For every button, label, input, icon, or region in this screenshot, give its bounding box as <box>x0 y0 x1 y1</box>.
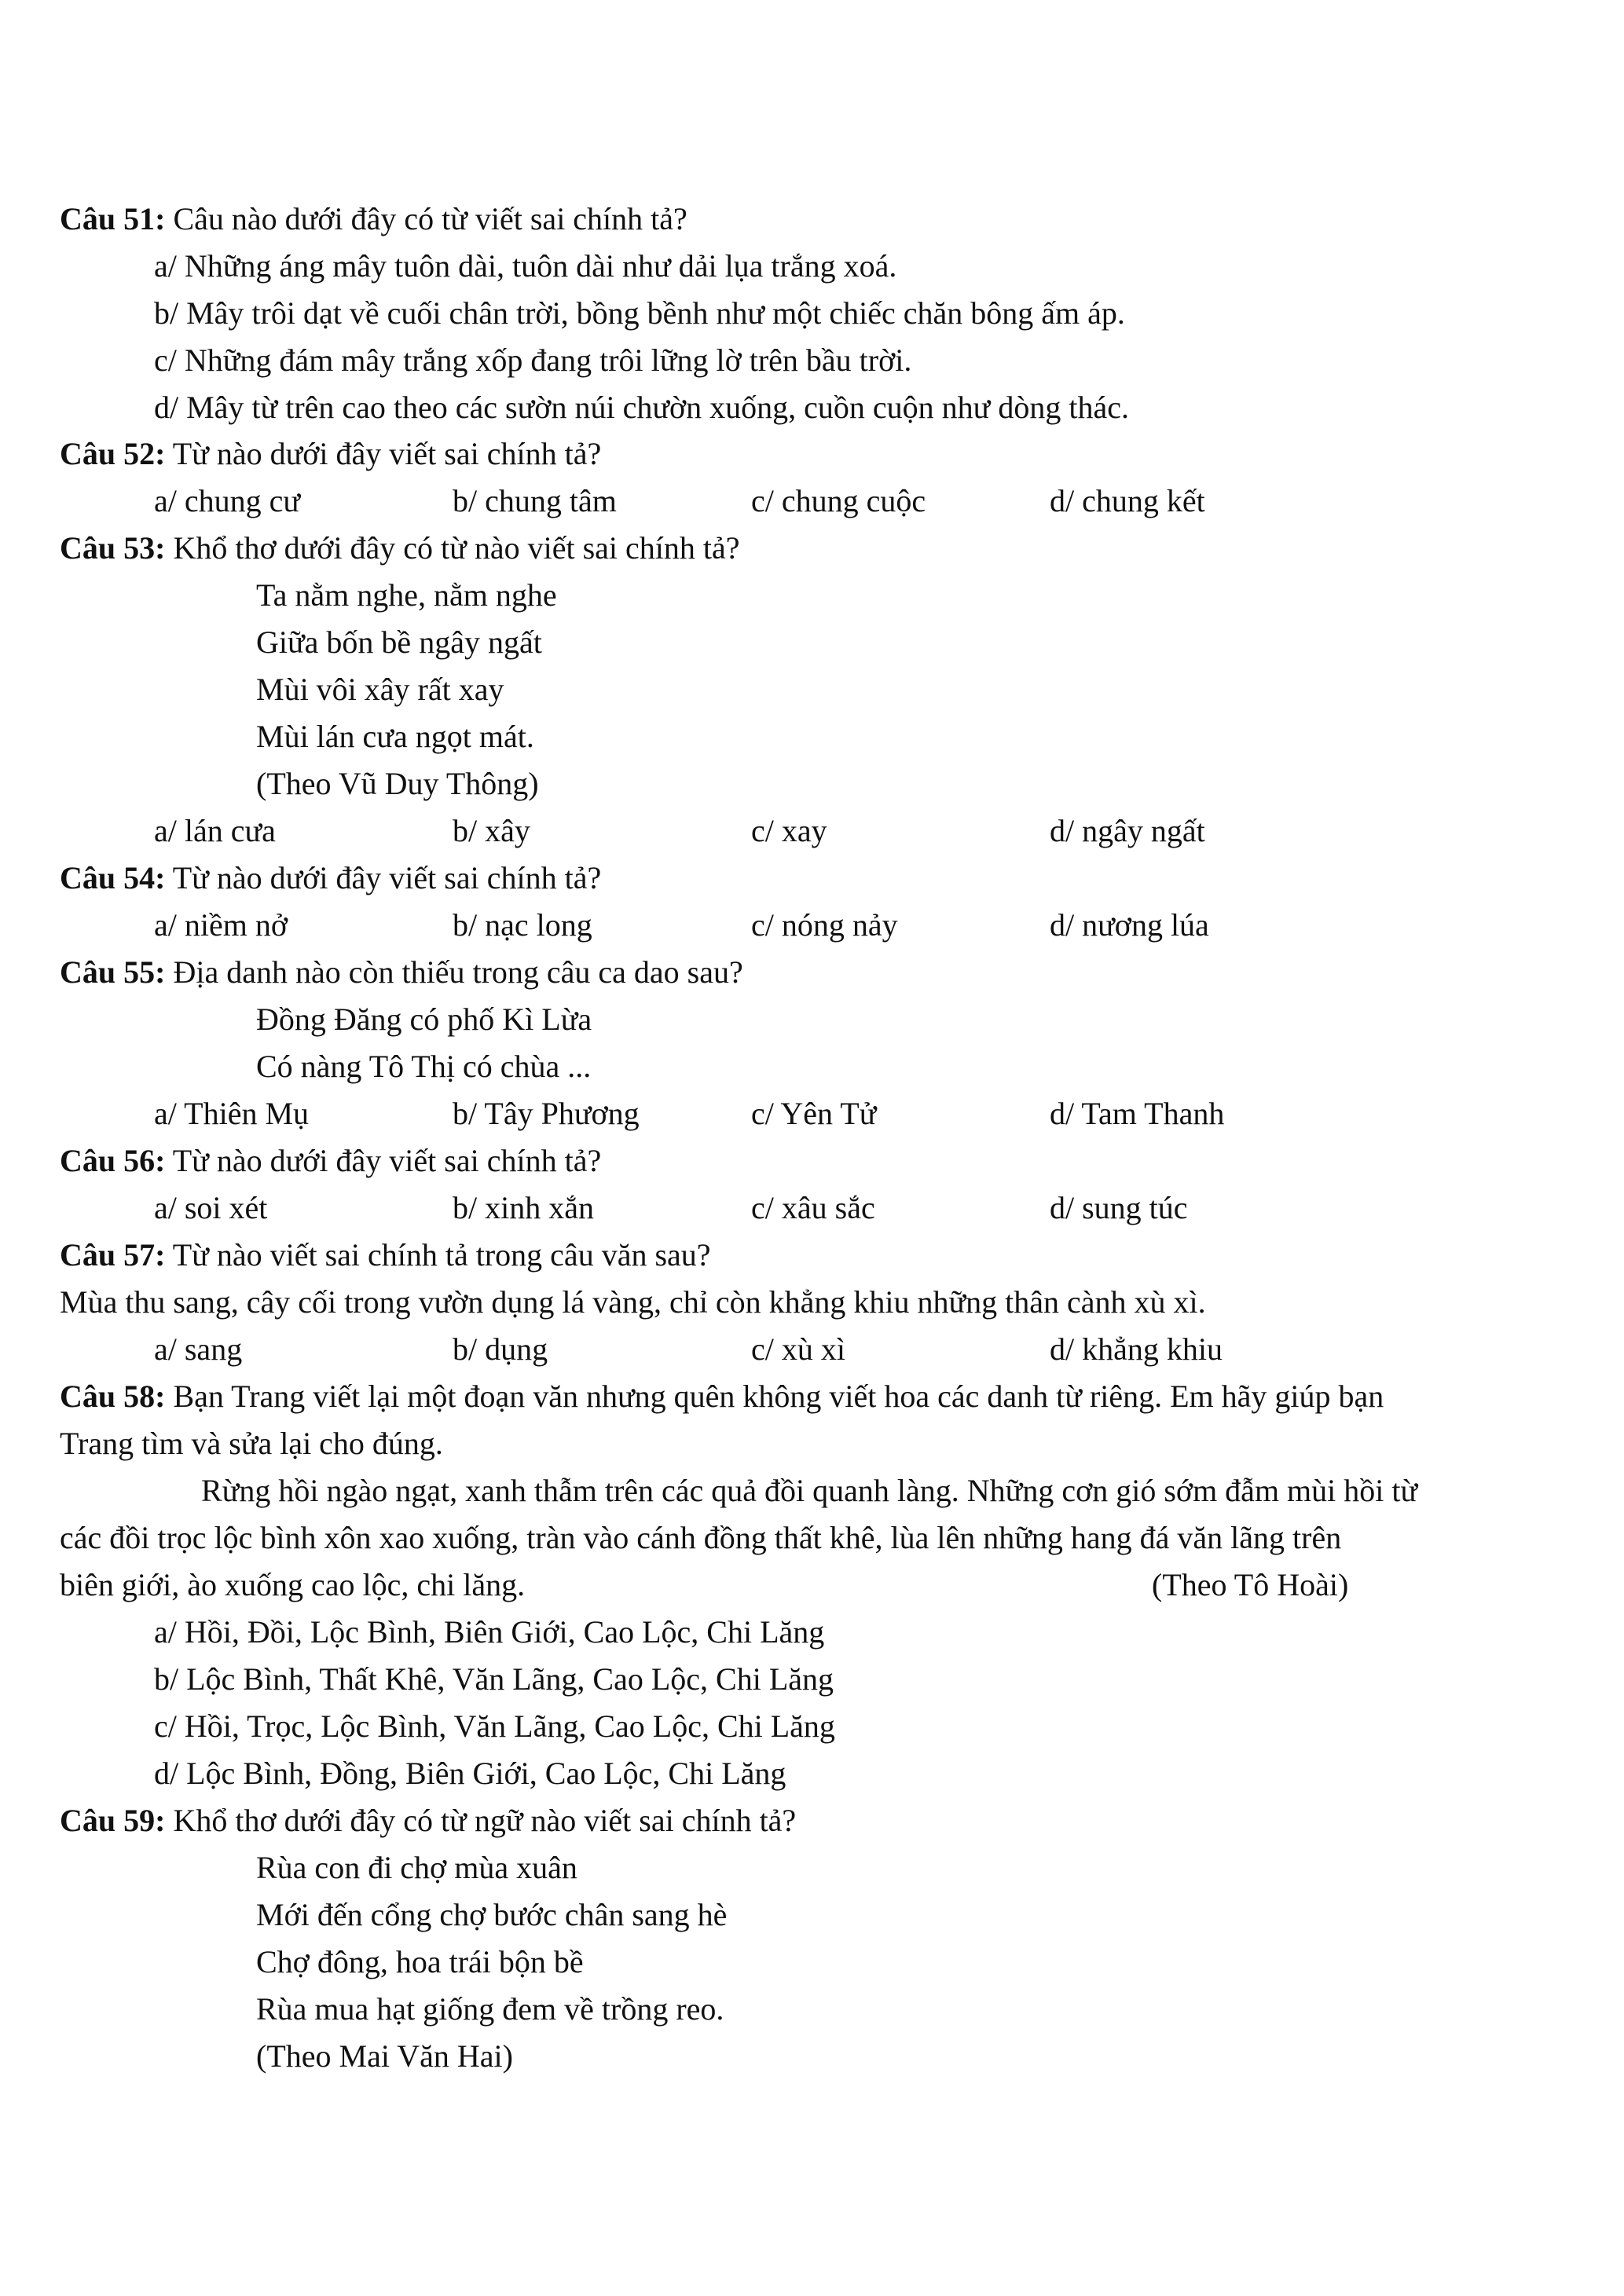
poem-line: Rùa mua hạt giống đem về trồng reo. <box>256 1991 724 2027</box>
question-text: Địa danh nào còn thiếu trong câu ca dao sau? <box>165 954 743 990</box>
option-b: b/ chung tâm <box>453 483 617 518</box>
question-number: Câu 53: <box>60 530 166 566</box>
poem-line: Mới đến cổng chợ bước chân sang hè <box>256 1897 728 1932</box>
question-54 <box>60 855 601 902</box>
question-text: Từ nào dưới đây viết sai chính tả? <box>165 436 602 471</box>
question-number: Câu 54: <box>60 860 166 895</box>
option-a: a/ Thiên Mụ <box>154 1096 310 1131</box>
paragraph-line: Rừng hồi ngào ngạt, xanh thẫm trên các quả đồi quanh làng. Những cơn gió sớm đẫm mùi hồi từ <box>201 1473 1418 1508</box>
question-55 <box>60 949 743 996</box>
option-d: d/ Lộc Bình, Đồng, Biên Giới, Cao Lộc, Chi Lăng <box>154 1756 786 1791</box>
option-a: a/ lán cưa <box>154 813 276 848</box>
paragraph-line: biên giới, ào xuống cao lộc, chi lăng. <box>60 1567 526 1602</box>
question-text: Câu nào dưới đây có từ viết sai chính tả? <box>165 201 687 236</box>
question-number: Câu 52: <box>60 436 166 471</box>
option-c: c/ chung cuộc <box>751 483 926 518</box>
poem-line: Rùa con đi chợ mùa xuân <box>256 1850 577 1885</box>
option-d: d/ chung kết <box>1050 483 1205 518</box>
question-52 <box>60 430 601 478</box>
question-number: Câu 57: <box>60 1237 166 1273</box>
option-c: c/ xay <box>751 813 827 848</box>
option-b: b/ xinh xắn <box>453 1190 594 1225</box>
question-number: Câu 59: <box>60 1803 166 1838</box>
option-c: c/ xù xì <box>751 1331 845 1367</box>
option-b: b/ nạc long <box>453 907 592 943</box>
question-57 <box>60 1232 711 1279</box>
question-text-continued: Trang tìm và sửa lại cho đúng. <box>60 1426 443 1461</box>
question-text: Từ nào dưới đây viết sai chính tả? <box>165 860 602 895</box>
option-a: a/ niềm nở <box>154 907 288 943</box>
option-a: a/ Những áng mây tuôn dài, tuôn dài như dải lụa trắng xoá. <box>154 248 897 284</box>
option-b: b/ xây <box>453 813 530 848</box>
poem-line: Giữa bốn bề ngây ngất <box>256 624 542 660</box>
poem-source: (Theo Mai Văn Hai) <box>256 2038 513 2074</box>
question-58 <box>60 1373 1384 1420</box>
option-d: d/ Mây từ trên cao theo các sườn núi chườn xuống, cuồn cuộn như dòng thác. <box>154 390 1129 425</box>
option-a: a/ Hồi, Đồi, Lộc Bình, Biên Giới, Cao Lộc, Chi Lăng <box>154 1614 825 1650</box>
question-53 <box>60 525 740 572</box>
option-c: c/ xâu sắc <box>751 1190 875 1225</box>
option-c: c/ Những đám mây trắng xốp đang trôi lững lờ trên bầu trời. <box>154 342 912 378</box>
option-c: c/ nóng nảy <box>751 907 898 943</box>
quoted-sentence: Mùa thu sang, cây cối trong vườn dụng lá vàng, chỉ còn khẳng khiu những thân cành xù xì. <box>60 1284 1206 1320</box>
option-b: b/ Mây trôi dạt về cuối chân trời, bồng bềnh như một chiếc chăn bông ấm áp. <box>154 295 1125 331</box>
question-text: Bạn Trang viết lại một đoạn văn nhưng quên không viết hoa các danh từ riêng. Em hãy giúp bạn <box>165 1379 1384 1414</box>
question-59 <box>60 1797 796 1844</box>
option-c: c/ Yên Tử <box>751 1096 877 1131</box>
option-b: b/ Tây Phương <box>453 1096 640 1131</box>
option-a: a/ chung cư <box>154 483 301 518</box>
question-number: Câu 58: <box>60 1379 166 1414</box>
option-c: c/ Hồi, Trọc, Lộc Bình, Văn Lãng, Cao Lộc, Chi Lăng <box>154 1708 835 1744</box>
question-56 <box>60 1137 601 1185</box>
option-d: d/ khẳng khiu <box>1050 1331 1223 1367</box>
option-b: b/ Lộc Bình, Thất Khê, Văn Lãng, Cao Lộc, Chi Lăng <box>154 1661 834 1697</box>
paragraph-line: các đồi trọc lộc bình xôn xao xuống, tràn vào cánh đồng thất khê, lùa lên những hang đá văn lãng trên <box>60 1520 1342 1555</box>
option-a: a/ soi xét <box>154 1190 268 1225</box>
question-text: Khổ thơ dưới đây có từ ngữ nào viết sai chính tả? <box>165 1803 797 1838</box>
question-text: Từ nào viết sai chính tả trong câu văn sau? <box>165 1237 711 1273</box>
option-d: d/ nương lúa <box>1050 907 1209 943</box>
option-b: b/ dụng <box>453 1331 548 1367</box>
poem-line: Đồng Đăng có phố Kì Lừa <box>256 1002 592 1037</box>
question-text: Khổ thơ dưới đây có từ nào viết sai chính tả? <box>165 530 740 566</box>
paragraph-source: (Theo Tô Hoài) <box>1152 1567 1349 1602</box>
poem-line: Có nàng Tô Thị có chùa ... <box>256 1049 592 1084</box>
option-a: a/ sang <box>154 1331 243 1367</box>
question-text: Từ nào dưới đây viết sai chính tả? <box>165 1143 602 1178</box>
poem-line: Mùi lán cưa ngọt mát. <box>256 719 534 754</box>
question-number: Câu 55: <box>60 954 166 990</box>
question-number: Câu 51: <box>60 201 166 236</box>
option-d: d/ sung túc <box>1050 1190 1188 1225</box>
option-d: d/ Tam Thanh <box>1050 1096 1225 1131</box>
option-d: d/ ngây ngất <box>1050 813 1205 848</box>
question-51 <box>60 196 687 243</box>
question-number: Câu 56: <box>60 1143 166 1178</box>
poem-line: Ta nằm nghe, nằm nghe <box>256 577 557 613</box>
poem-line: Mùi vôi xây rất xay <box>256 672 504 707</box>
poem-line: Chợ đông, hoa trái bộn bề <box>256 1944 584 1979</box>
poem-source: (Theo Vũ Duy Thông) <box>256 766 539 801</box>
